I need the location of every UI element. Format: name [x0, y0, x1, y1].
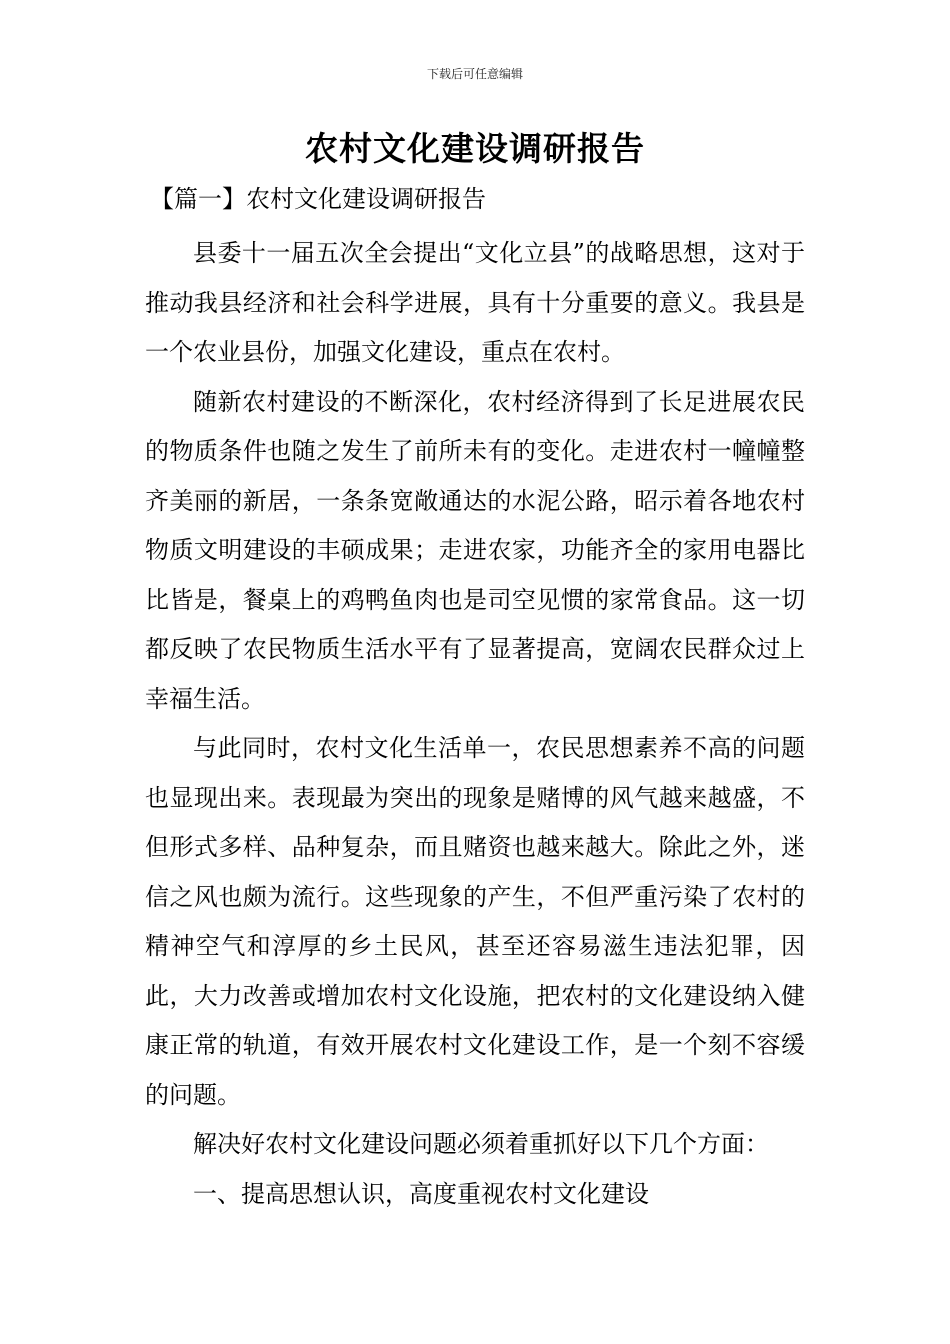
- header-note: 下载后可任意编辑: [426, 67, 523, 81]
- paragraph-3: 与此同时，农村文化生活单一，农民思想素养不高的问题也显现出来。表现最为突出的现象是赌博的风气越来越盛，不但形式多样、品种复杂，而且赌资也越来越大。除此之外，迷信之风也颇为流行。这些现象的产生，不但严重污染了农村的精神空气和淳厚的乡土民风，甚至还容易滋生违法犯罪，因此，大力改善或增加农村文化设施，把农村的文化建设纳入健康正常的轨道，有效开展农村文化建设工作，是一个刻不容缓的问题。: [145, 734, 805, 1109]
- document-title: 农村文化建设调研报告: [305, 129, 645, 168]
- paragraph-2: 随新农村建设的不断深化，农村经济得到了长足进展农民的物质条件也随之发生了前所未有的变化。走进农村一幢幢整齐美丽的新居，一条条宽敞通达的水泥公路，昭示着各地农村物质文明建设的丰硕成果；走进农家，功能齐全的家用电器比比皆是，餐桌上的鸡鸭鱼肉也是司空见惯的家常食品。这一切都反映了农民物质生活水平有了显著提高，宽阔农民群众过上幸福生活。: [145, 387, 805, 713]
- paragraph-1: 县委十一届五次全会提出“文化立县”的战略思想，这对于推动我县经济和社会科学进展，具有十分重要的意义。我县是一个农业县份，加强文化建设，重点在农村。: [145, 239, 805, 366]
- body-text: [145, 229, 805, 1219]
- section-subtitle: 【篇一】农村文化建设调研报告: [150, 185, 486, 213]
- paragraph-4: 解决好农村文化建设问题必须着重抓好以下几个方面：: [193, 1130, 769, 1158]
- section-heading-1: 一、提高思想认识，高度重视农村文化建设: [193, 1179, 649, 1208]
